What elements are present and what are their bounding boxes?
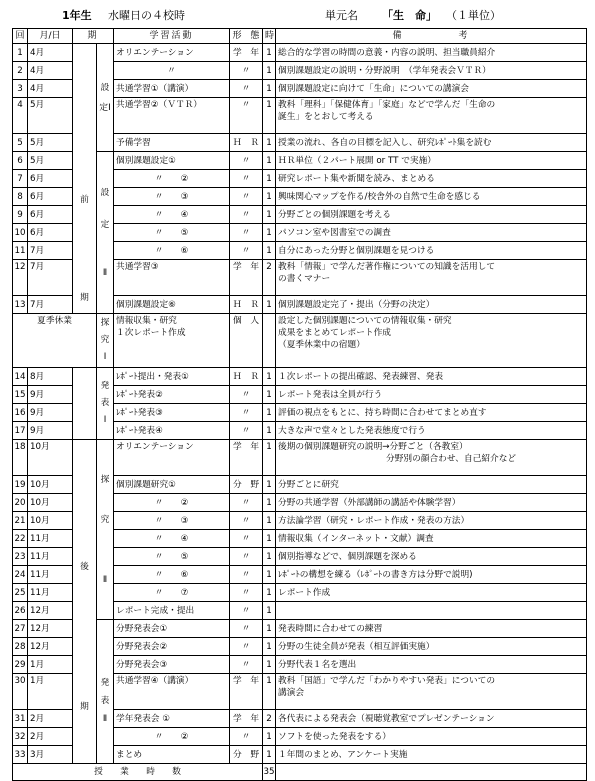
row-activity: 個別課題設定① (114, 152, 230, 170)
row-hours: 1 (263, 170, 276, 188)
row-date: 9月 (28, 404, 73, 422)
row-hours: 1 (263, 440, 276, 476)
row-date: 10月 (28, 476, 73, 494)
col-header-form: 形 態 (230, 29, 263, 44)
table-row (13, 44, 587, 62)
notes-line-1: 教科「理科」「保健体育」「家庭」などで学んだ「生命の (278, 100, 496, 110)
row-form: 〃 (230, 206, 263, 224)
table-row (13, 440, 587, 476)
table-row (13, 620, 587, 638)
total-hours-row (13, 764, 587, 781)
notes-line-2: 分野別の顔合わせ、自己紹介など (386, 454, 517, 464)
row-hours: 1 (263, 746, 276, 764)
unit-label: 単元名 (325, 9, 358, 22)
row-notes: レポート作成 (276, 584, 587, 602)
row-notes: 自分にあった分野と個別課題を見つける (276, 242, 587, 260)
row-notes: 分野ごとの個別課題を考える (276, 206, 587, 224)
row-activity: 分野発表会③ (114, 656, 230, 674)
row-no: 30 (13, 674, 28, 710)
row-hours: 2 (263, 710, 276, 728)
col-header-period: 期 (73, 29, 114, 44)
row-activity: 〃 ③ (114, 188, 230, 206)
row-notes: レポート発表は全員が行う (276, 386, 587, 404)
row-notes: 方法論学習（研究・レポート作成・発表の方法） (276, 512, 587, 530)
row-notes: 個別課題設定完了・提出（分野の決定） (276, 296, 587, 314)
row-no: 7 (13, 170, 28, 188)
row-notes: 個別課題設定に向けて「生命」についての講演会 (276, 80, 587, 98)
row-date: 6月 (28, 224, 73, 242)
notes-line-2: 誕生」をとおして考える (278, 112, 374, 122)
row-form: 学 年 (230, 710, 263, 728)
row-date: 7月 (28, 296, 73, 314)
row-activity: 個別課題研究① (114, 476, 230, 494)
row-form: 〃 (230, 98, 263, 134)
row-form: 〃 (230, 620, 263, 638)
row-date: 6月 (28, 188, 73, 206)
row-hours: 1 (263, 566, 276, 584)
total-hours-value: 35 (263, 764, 276, 781)
row-notes: 総合的な学習の時間の意義・内容の説明、担当職員紹介 (276, 44, 587, 62)
row-activity: オリエンテーション (114, 44, 230, 62)
row-activity: ﾚﾎﾟｰﾄ発表③ (114, 404, 230, 422)
row-form: 〃 (230, 584, 263, 602)
total-hours-blank (276, 764, 587, 781)
row-activity: 〃 ② (114, 494, 230, 512)
notes-line-1: 後期の個別課題研究の説明→分野ごと（各教室） (278, 442, 468, 452)
row-hours: 1 (263, 638, 276, 656)
row-activity: 〃 ⑤ (114, 224, 230, 242)
stage-inquiry-2: 探 究 Ⅱ (97, 440, 114, 620)
row-form: 〃 (230, 530, 263, 548)
row-hours: 1 (263, 98, 276, 134)
row-no: 5 (13, 134, 28, 152)
row-activity: 〃 ④ (114, 530, 230, 548)
stage-setting-1: 設定Ⅰ (97, 44, 114, 152)
row-date: 12月 (28, 602, 73, 620)
row-no: 22 (13, 530, 28, 548)
period-second-label: 後 (80, 561, 89, 572)
row-notes: 分野ごとに研究 (276, 476, 587, 494)
period-second (73, 440, 97, 764)
row-no: 27 (13, 620, 28, 638)
row-activity: オリエンテーション (114, 440, 230, 476)
row-hours: 1 (263, 674, 276, 710)
row-date: 7月 (28, 260, 73, 296)
row-no: 29 (13, 656, 28, 674)
notes-line-1: 設定した個別課題についての情報収集・研究 (278, 316, 452, 326)
row-activity: 個別課題設定⑥ (114, 296, 230, 314)
row-notes: １次レポートの提出確認、発表練習、発表 (276, 368, 587, 386)
row-notes: 発表時間に合わせての練習 (276, 620, 587, 638)
row-form: 〃 (230, 494, 263, 512)
row-date: 10月 (28, 440, 73, 476)
row-date: 5月 (28, 98, 73, 134)
col-header-no: 回 (13, 29, 28, 44)
stage-inquiry-1: 探 究 Ⅰ (97, 314, 114, 368)
row-form: Ｈ Ｒ (230, 296, 263, 314)
row-no: 9 (13, 206, 28, 224)
row-notes: ＨＲ単位（２パート展開 or TT で実施） (276, 152, 587, 170)
row-form: 〃 (230, 728, 263, 746)
row-date: 12月 (28, 620, 73, 638)
schedule-label: 水曜日の４校時 (108, 9, 185, 22)
row-date: 4月 (28, 80, 73, 98)
row-date: 11月 (28, 566, 73, 584)
row-no: 15 (13, 386, 28, 404)
row-form: 〃 (230, 602, 263, 620)
row-date: 11月 (28, 530, 73, 548)
row-notes (276, 674, 587, 710)
row-form: Ｈ Ｒ (230, 134, 263, 152)
row-form: 分 野 (230, 476, 263, 494)
activity-line-2: １次レポート作成 (116, 328, 186, 338)
col-header-activity: 学習活動 (114, 29, 230, 44)
row-notes (276, 602, 587, 620)
notes-line-2: 講演会 (278, 688, 305, 698)
row-hours: 1 (263, 602, 276, 620)
row-form: 〃 (230, 386, 263, 404)
row-form: 〃 (230, 656, 263, 674)
row-notes: 大きな声で堂々とした発表態度で行う (276, 422, 587, 440)
row-date: 10月 (28, 512, 73, 530)
row-form: 学 年 (230, 260, 263, 296)
row-date: 11月 (28, 548, 73, 566)
row-date: 2月 (28, 710, 73, 728)
row-notes: 分野の生徒全員が発表（相互評価実施） (276, 638, 587, 656)
stage-present-1: 発 表 Ⅰ (97, 368, 114, 440)
row-date: 9月 (28, 386, 73, 404)
row-no: 1 (13, 44, 28, 62)
row-no: 10 (13, 224, 28, 242)
row-activity: 〃 (114, 62, 230, 80)
row-notes: 個別指導などで、個別課題を深める (276, 548, 587, 566)
row-activity: 〃 ⑥ (114, 242, 230, 260)
row-hours: 1 (263, 728, 276, 746)
row-form: 〃 (230, 152, 263, 170)
row-notes: 評価の視点をもとに、持ち時間に合わせてまとめ直す (276, 404, 587, 422)
row-no: 19 (13, 476, 28, 494)
row-notes: 分野代表１名を選出 (276, 656, 587, 674)
row-activity: 学年発表会 ① (114, 710, 230, 728)
row-hours: 1 (263, 494, 276, 512)
row-no: 13 (13, 296, 28, 314)
unit-name: 「生 命」 (382, 9, 437, 22)
row-hours: 1 (263, 476, 276, 494)
row-hours: 1 (263, 62, 276, 80)
row-activity: 〃 ⑤ (114, 548, 230, 566)
row-date: 8月 (28, 368, 73, 386)
row-hours: 1 (263, 242, 276, 260)
row-no: 26 (13, 602, 28, 620)
row-no: 28 (13, 638, 28, 656)
row-notes: パソコン室や図書室での調査 (276, 224, 587, 242)
notes-line-1: 教科「国語」で学んだ「わかりやすい発表」についての (278, 676, 496, 686)
curriculum-table (12, 28, 587, 781)
row-no: 4 (13, 98, 28, 134)
row-activity: 〃 ② (114, 728, 230, 746)
row-form: 学 年 (230, 44, 263, 62)
row-date: 6月 (28, 170, 73, 188)
row-hours: 1 (263, 368, 276, 386)
row-no: 6 (13, 152, 28, 170)
row-date: 7月 (28, 242, 73, 260)
row-date: 2月 (28, 728, 73, 746)
row-form: 〃 (230, 188, 263, 206)
row-no: 20 (13, 494, 28, 512)
row-summer-label: 夏季休業 (13, 314, 97, 368)
table-row-summer (13, 314, 587, 368)
row-date: 6月 (28, 206, 73, 224)
row-activity: 〃 ③ (114, 512, 230, 530)
row-activity: ﾚﾎﾟｰﾄ発表② (114, 386, 230, 404)
row-date: 9月 (28, 422, 73, 440)
row-activity: 〃 ④ (114, 206, 230, 224)
row-form: 〃 (230, 80, 263, 98)
row-notes: 授業の流れ、各自の目標を記入し、研究ﾚﾎﾟｰﾄ集を読む (276, 134, 587, 152)
activity-line-1: 情報収集・研究 (116, 316, 177, 326)
period-first-label: 前 (80, 194, 89, 205)
row-hours-empty (263, 314, 276, 368)
row-notes: ﾚﾎﾟｰﾄの構想を練る（ﾚﾎﾟｰﾄの書き方は分野で説明) (276, 566, 587, 584)
row-activity: 分野発表会② (114, 638, 230, 656)
row-notes: 各代表による発表会（視聴覚教室でプレゼンテーション (276, 710, 587, 728)
credit-label: （１単位） (446, 9, 501, 22)
col-header-notes: 備 考 (276, 29, 587, 44)
notes-line-2: 成果をまとめてレポート作成 (278, 328, 391, 338)
row-no: 23 (13, 548, 28, 566)
row-activity: ﾚﾎﾟｰﾄ発表④ (114, 422, 230, 440)
row-hours: 1 (263, 224, 276, 242)
row-form: 学 年 (230, 440, 263, 476)
row-date: 3月 (28, 746, 73, 764)
table-header-row (13, 29, 587, 44)
row-no: 21 (13, 512, 28, 530)
row-no: 33 (13, 746, 28, 764)
grade-label: 1年生 (62, 9, 92, 22)
row-activity: 〃 ② (114, 170, 230, 188)
row-no: 31 (13, 710, 28, 728)
row-hours: 1 (263, 386, 276, 404)
table-row (13, 368, 587, 386)
row-activity: 共通学習④（講演） (114, 674, 230, 710)
row-date: 1月 (28, 656, 73, 674)
row-date: 11月 (28, 584, 73, 602)
row-form: 〃 (230, 422, 263, 440)
row-hours: 1 (263, 152, 276, 170)
row-notes: 研究レポート集や新聞を読み、まとめる (276, 170, 587, 188)
row-hours: 1 (263, 296, 276, 314)
row-activity: 分野発表会① (114, 620, 230, 638)
stage-setting-2: 設 定 Ⅱ (97, 152, 114, 314)
stage-present-2: 発 表 Ⅱ (97, 620, 114, 764)
row-notes (276, 440, 587, 476)
row-notes: 情報収集（インターネット・文献）調査 (276, 530, 587, 548)
row-no: 3 (13, 80, 28, 98)
row-date: 10月 (28, 494, 73, 512)
row-date: 4月 (28, 44, 73, 62)
row-date: 4月 (28, 62, 73, 80)
table-row (13, 152, 587, 170)
row-form: Ｈ Ｒ (230, 368, 263, 386)
row-hours: 1 (263, 548, 276, 566)
notes-line-1: 教科「情報」で学んだ著作権についての知識を活用して (278, 262, 496, 272)
row-notes: 興味関心マップを作る/校舎外の自然で生命を感じる (276, 188, 587, 206)
row-hours: 2 (263, 260, 276, 296)
row-notes (276, 260, 587, 296)
row-no: 18 (13, 440, 28, 476)
row-hours: 1 (263, 80, 276, 98)
document-header (0, 0, 595, 28)
row-hours: 1 (263, 44, 276, 62)
period-gap (73, 368, 97, 440)
row-form: 〃 (230, 62, 263, 80)
row-activity: 共通学習③ (114, 260, 230, 296)
row-activity: ﾚﾎﾟｰﾄ提出・発表① (114, 368, 230, 386)
row-form: 〃 (230, 242, 263, 260)
row-form: 〃 (230, 512, 263, 530)
row-form: 学 年 (230, 674, 263, 710)
notes-line-2: の書くマナー (278, 274, 331, 284)
period-first (73, 44, 97, 314)
row-activity: 〃 ⑥ (114, 566, 230, 584)
row-hours: 1 (263, 656, 276, 674)
row-activity: 〃 ⑦ (114, 584, 230, 602)
row-no: 24 (13, 566, 28, 584)
notes-line-3: （夏季休業中の宿題） (278, 340, 365, 350)
col-header-date: 月/日 (28, 29, 73, 44)
row-date: 12月 (28, 638, 73, 656)
row-hours: 1 (263, 584, 276, 602)
row-no: 25 (13, 584, 28, 602)
row-activity: レポート完成・提出 (114, 602, 230, 620)
row-hours: 1 (263, 512, 276, 530)
row-no: 32 (13, 728, 28, 746)
row-no: 12 (13, 260, 28, 296)
row-hours: 1 (263, 620, 276, 638)
row-hours: 1 (263, 422, 276, 440)
row-form: 〃 (230, 404, 263, 422)
row-date: 5月 (28, 152, 73, 170)
row-form: 〃 (230, 170, 263, 188)
period-first-label-2: 期 (80, 292, 89, 303)
total-hours-label: 授 業 時 数 (13, 764, 263, 781)
row-no: 17 (13, 422, 28, 440)
row-hours: 1 (263, 188, 276, 206)
row-hours: 1 (263, 404, 276, 422)
row-activity: 共通学習②（ＶＴＲ） (114, 98, 230, 134)
col-header-hours: 時 (263, 29, 276, 44)
row-hours: 1 (263, 134, 276, 152)
row-activity (114, 314, 230, 368)
row-activity: 予備学習 (114, 134, 230, 152)
row-form: 分 野 (230, 746, 263, 764)
row-form: 〃 (230, 224, 263, 242)
period-second-label-2: 期 (80, 701, 89, 712)
row-no: 11 (13, 242, 28, 260)
row-date: 1月 (28, 674, 73, 710)
row-form: 〃 (230, 638, 263, 656)
row-no: 2 (13, 62, 28, 80)
row-date: 5月 (28, 134, 73, 152)
row-activity: まとめ (114, 746, 230, 764)
row-notes: １年間のまとめ、アンケート実施 (276, 746, 587, 764)
row-hours: 1 (263, 206, 276, 224)
row-form: 〃 (230, 566, 263, 584)
row-no: 16 (13, 404, 28, 422)
row-form: 〃 (230, 548, 263, 566)
row-hours: 1 (263, 530, 276, 548)
row-no: 8 (13, 188, 28, 206)
row-activity: 共通学習①（講演） (114, 80, 230, 98)
row-notes: ソフトを使った発表をする） (276, 728, 587, 746)
row-form: 個 人 (230, 314, 263, 368)
row-notes: 個別課題設定の説明・分野説明 （学年発表会ＶＴＲ） (276, 62, 587, 80)
row-notes (276, 314, 587, 368)
row-no: 14 (13, 368, 28, 386)
row-notes: 分野の共通学習（外部講師の講話や体験学習） (276, 494, 587, 512)
row-notes (276, 98, 587, 134)
